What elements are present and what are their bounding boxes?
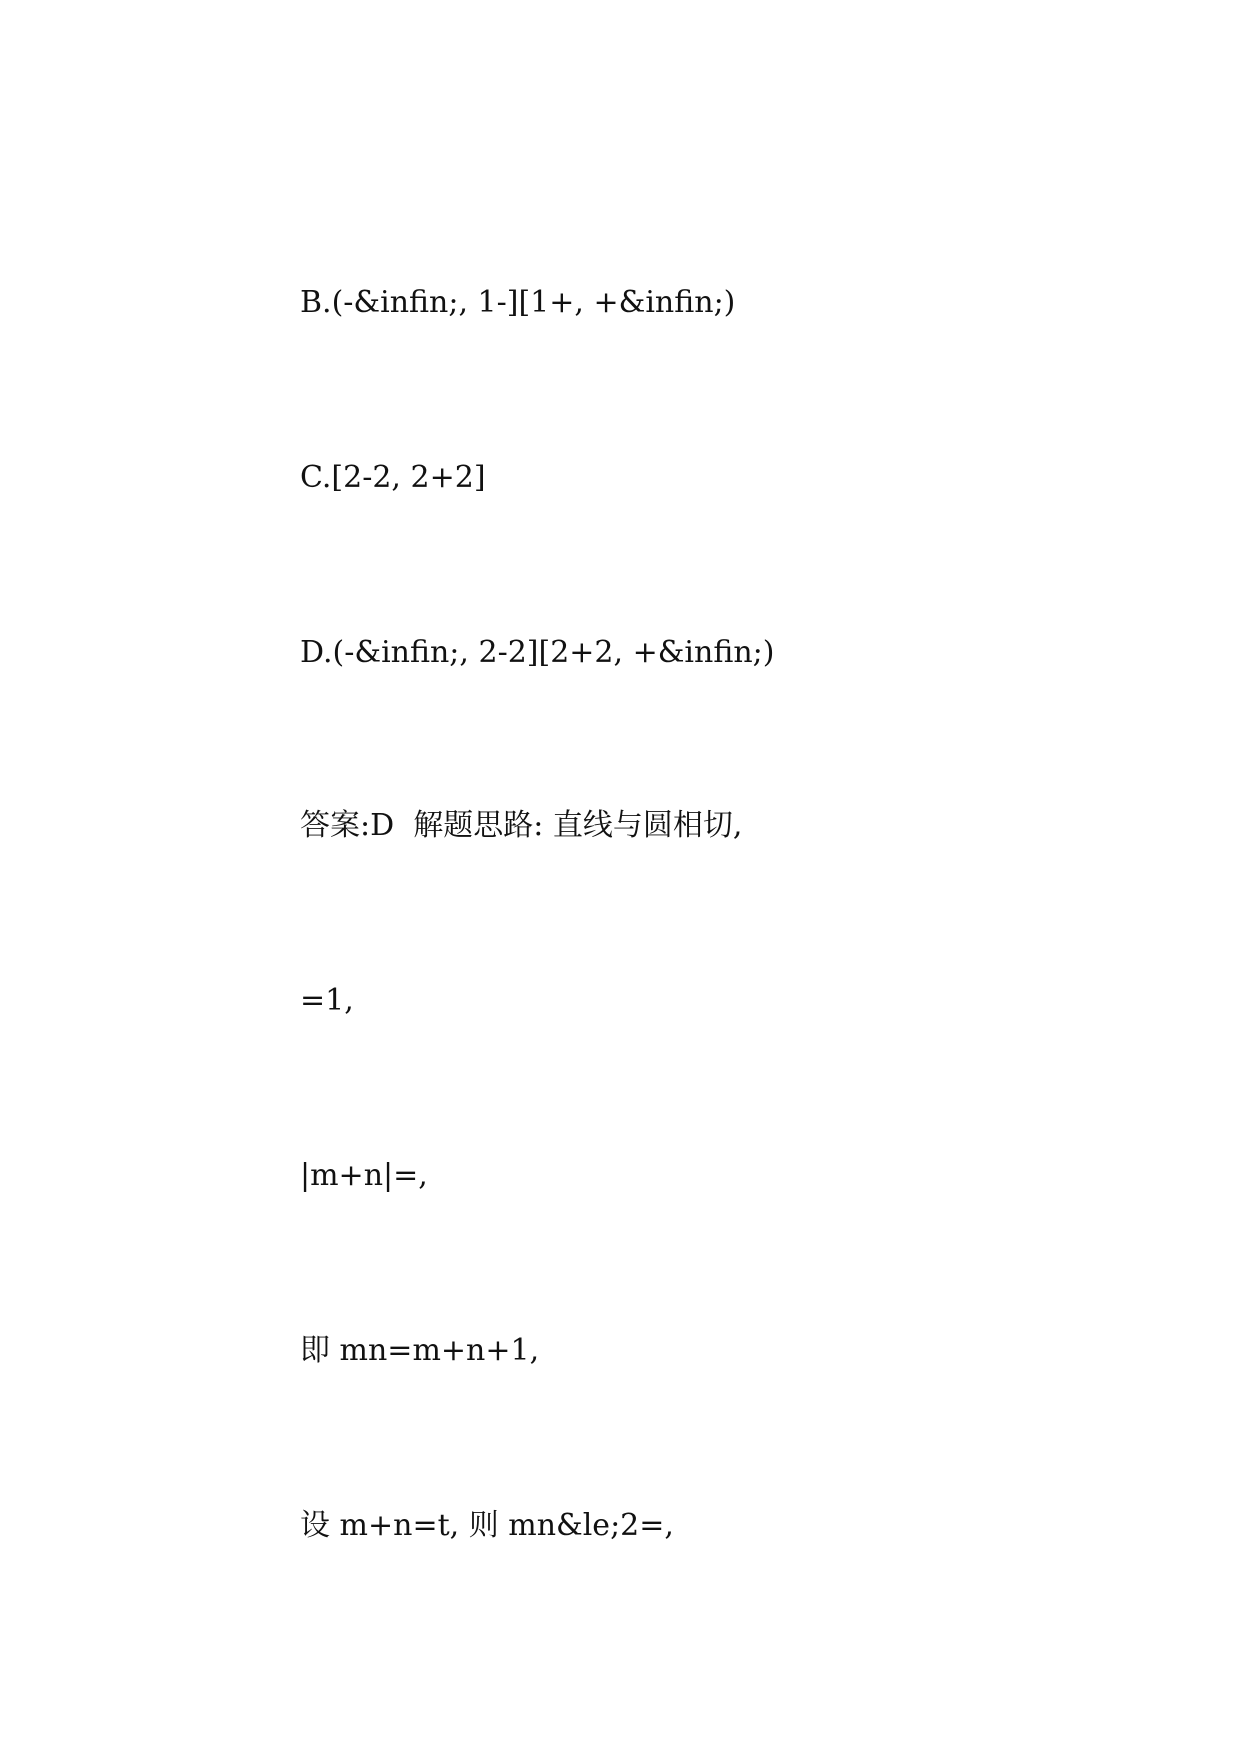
- option-c: C.[2-2, 2+2]: [300, 460, 486, 495]
- solution-step-4: 设 m+n=t, 则 mn&le;2=,: [300, 1508, 674, 1543]
- answer-line: 答案:D 解题思路: 直线与圆相切,: [300, 808, 743, 843]
- option-d: D.(-&infin;, 2-2][2+2, +&infin;): [300, 635, 775, 670]
- solution-step-3: 即 mn=m+n+1,: [300, 1333, 540, 1368]
- solution-step-2: |m+n|=,: [300, 1158, 428, 1193]
- option-b: B.(-&infin;, 1-][1+, +&infin;): [300, 285, 736, 320]
- solution-step-1: =1,: [300, 983, 354, 1018]
